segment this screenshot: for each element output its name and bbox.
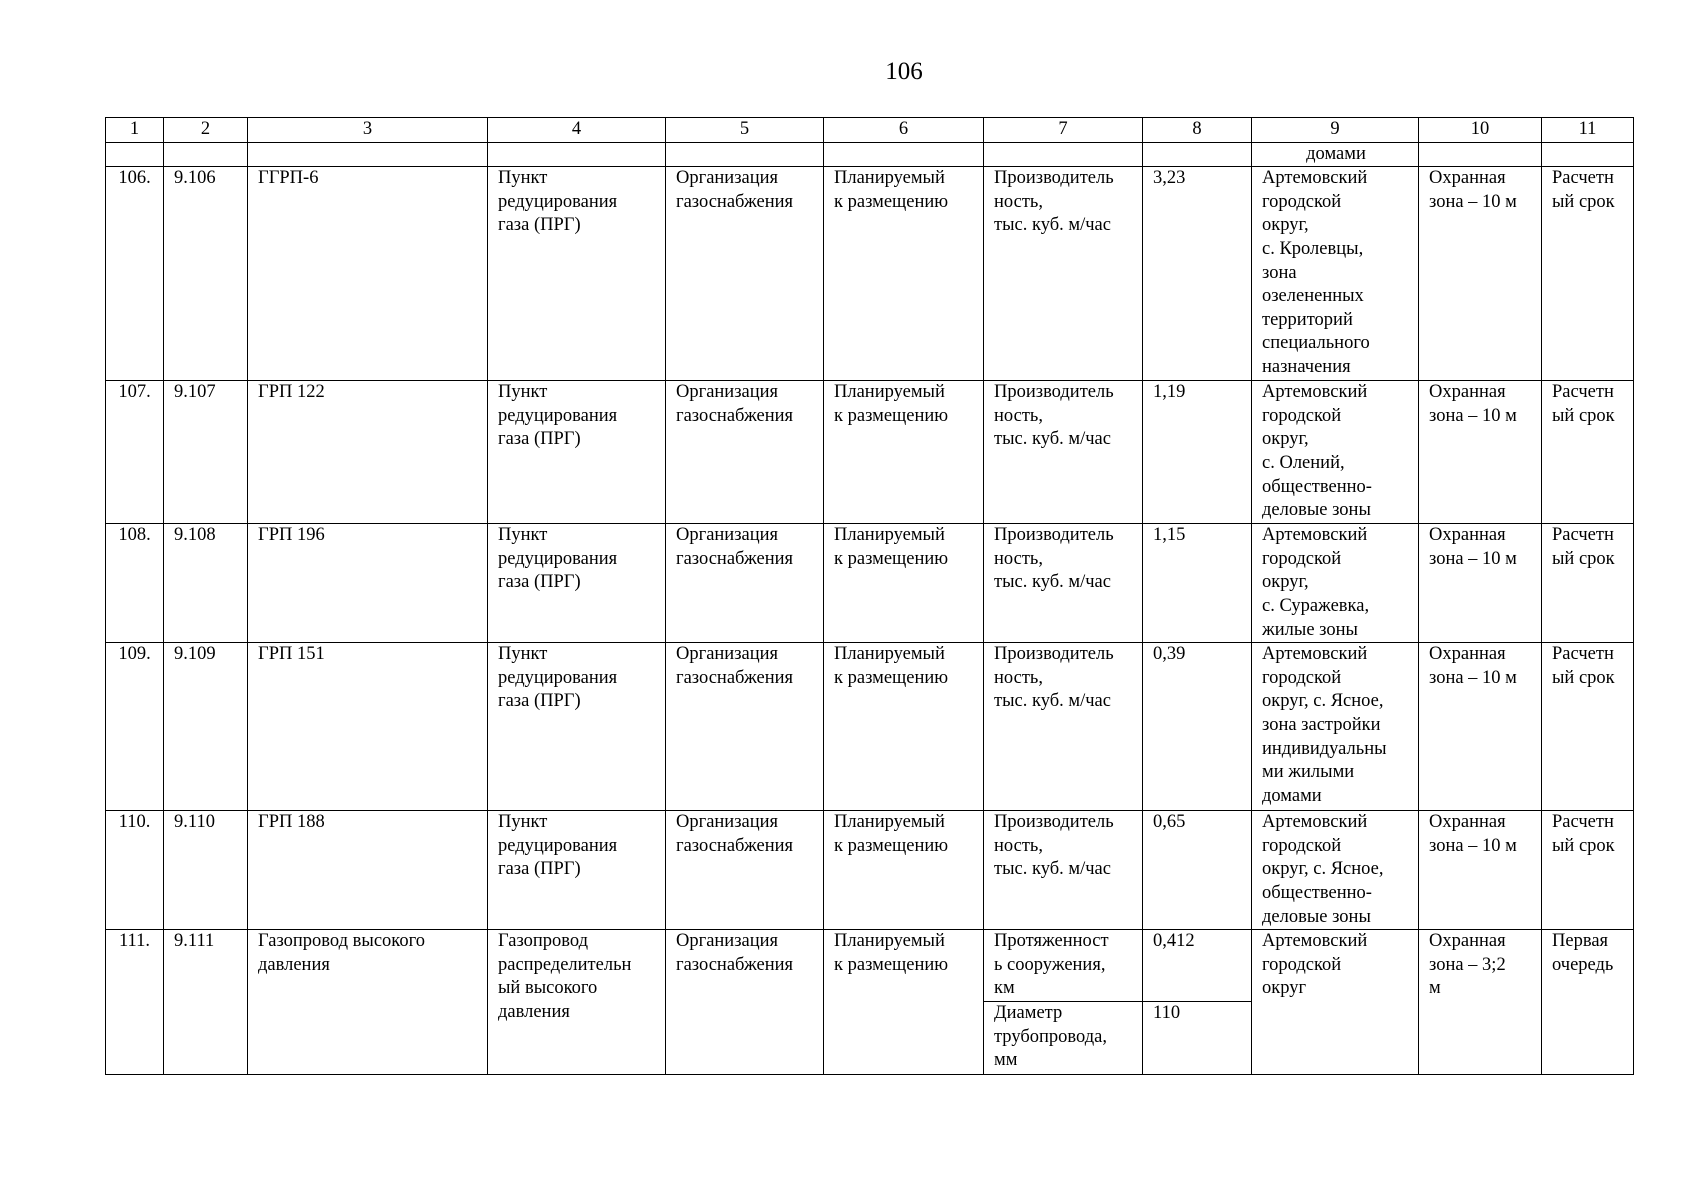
row-number-cell	[106, 524, 164, 643]
parameter-value-cell	[1143, 1001, 1252, 1074]
row-number-text: 111.	[118, 931, 150, 952]
location-text: Артемовский городской округ, с. Суражевка, жилые зоны	[1262, 525, 1370, 640]
continuation-row	[106, 142, 1634, 167]
object-name-text: ГРП 151	[258, 644, 325, 665]
organization-text: Организация газоснабжения	[676, 644, 794, 688]
object-type-text: Газопровод распределительн ый высокого давления	[498, 931, 632, 1022]
organization-text: Организация газоснабжения	[676, 168, 794, 212]
object-name-text: ГРП 122	[258, 382, 325, 403]
zone-text: Охранная зона – 10 м	[1429, 382, 1517, 426]
zone-cell	[1419, 811, 1542, 930]
object-type-cell	[488, 167, 666, 381]
table-row	[106, 524, 1634, 643]
column-number: 11	[1542, 118, 1634, 143]
zone-text: Охранная зона – 10 м	[1429, 168, 1517, 212]
column-number: 5	[666, 118, 824, 143]
column-number: 3	[248, 118, 488, 143]
term-text: Расчетн ый срок	[1552, 812, 1615, 856]
parameter-cell	[984, 167, 1143, 381]
status-text: Планируемый к размещению	[834, 812, 949, 856]
object-type-text: Пункт редуцирования газа (ПРГ)	[498, 382, 618, 450]
parameter-cell	[984, 524, 1143, 643]
location-text: Артемовский городской округ, с. Олений, общественно- деловые зоны	[1262, 382, 1372, 521]
column-number: 2	[164, 118, 248, 143]
status-cell	[824, 167, 984, 381]
object-name-cell	[248, 524, 488, 643]
code-text: 9.106	[174, 168, 216, 189]
term-text: Расчетн ый срок	[1552, 644, 1615, 688]
term-cell	[1542, 524, 1634, 643]
object-name-cell	[248, 811, 488, 930]
parameter-value-cell	[1143, 167, 1252, 381]
location-cell	[1252, 643, 1419, 811]
row-number-cell	[106, 167, 164, 381]
status-cell	[824, 524, 984, 643]
code-text: 9.107	[174, 382, 216, 403]
table-row	[106, 811, 1634, 930]
status-cell	[824, 811, 984, 930]
status-text: Планируемый к размещению	[834, 168, 949, 212]
table-row	[106, 381, 1634, 524]
zone-text: Охранная зона – 10 м	[1429, 644, 1517, 688]
parameter-value-cell	[1143, 643, 1252, 811]
object-name-cell	[248, 167, 488, 381]
parameter-value-text: 0,65	[1153, 812, 1186, 833]
term-text: Расчетн ый срок	[1552, 382, 1615, 426]
object-type-cell	[488, 524, 666, 643]
parameter-cell	[984, 381, 1143, 524]
organization-cell	[666, 643, 824, 811]
term-text: Первая очередь	[1552, 931, 1614, 975]
organization-text: Организация газоснабжения	[676, 931, 794, 975]
row-number-text: 110.	[118, 812, 151, 833]
continuation-location-cell: домами	[1252, 142, 1419, 167]
organization-text: Организация газоснабжения	[676, 812, 794, 856]
code-text: 9.109	[174, 644, 216, 665]
code-cell	[164, 167, 248, 381]
zone-text: Охранная зона – 3;2 м	[1429, 931, 1506, 999]
organization-text: Организация газоснабжения	[676, 382, 794, 426]
code-text: 9.108	[174, 525, 216, 546]
object-type-text: Пункт редуцирования газа (ПРГ)	[498, 812, 618, 880]
status-text: Планируемый к размещению	[834, 525, 949, 569]
object-type-text: Пункт редуцирования газа (ПРГ)	[498, 525, 618, 593]
parameter-text: Производитель ность, тыс. куб. м/час	[994, 168, 1114, 236]
term-cell	[1542, 811, 1634, 930]
zone-cell	[1419, 524, 1542, 643]
object-name-text: ГГРП-6	[258, 168, 319, 189]
parameter-cell	[984, 1001, 1143, 1074]
object-name-text: ГРП 196	[258, 525, 325, 546]
zone-cell	[1419, 643, 1542, 811]
object-type-cell	[488, 930, 666, 1075]
column-number: 9	[1252, 118, 1419, 143]
location-cell	[1252, 381, 1419, 524]
column-number: 6	[824, 118, 984, 143]
object-name-text: Газопровод высокого давления	[258, 931, 425, 975]
status-text: Планируемый к размещению	[834, 644, 949, 688]
row-number-text: 108.	[118, 525, 151, 546]
column-number: 4	[488, 118, 666, 143]
organization-cell	[666, 930, 824, 1075]
location-text: Артемовский городской округ, с. Кролевцы, зона озелененных территорий специального назначения	[1262, 168, 1370, 377]
parameter-value-cell	[1143, 381, 1252, 524]
parameter-value-text: 0,412	[1153, 931, 1195, 952]
zone-text: Охранная зона – 10 м	[1429, 812, 1517, 856]
object-type-cell	[488, 381, 666, 524]
object-type-text: Пункт редуцирования газа (ПРГ)	[498, 644, 618, 712]
object-name-cell	[248, 930, 488, 1075]
code-cell	[164, 381, 248, 524]
location-cell	[1252, 167, 1419, 381]
status-text: Планируемый к размещению	[834, 382, 949, 426]
parameter-value-text: 1,19	[1153, 382, 1186, 403]
parameter-value-cell	[1143, 930, 1252, 1002]
parameter-value-text: 0,39	[1153, 644, 1186, 665]
column-number: 10	[1419, 118, 1542, 143]
parameter-text: Протяженност ь сооружения, км	[994, 931, 1109, 999]
location-text: Артемовский городской округ	[1262, 931, 1368, 999]
parameter-value-text: 1,15	[1153, 525, 1186, 546]
object-name-cell	[248, 643, 488, 811]
object-type-cell	[488, 811, 666, 930]
organization-cell	[666, 381, 824, 524]
object-name-cell	[248, 381, 488, 524]
object-type-text: Пункт редуцирования газа (ПРГ)	[498, 168, 618, 236]
term-cell	[1542, 381, 1634, 524]
row-number-text: 109.	[118, 644, 151, 665]
organization-text: Организация газоснабжения	[676, 525, 794, 569]
row-number-cell	[106, 811, 164, 930]
location-text: Артемовский городской округ, с. Ясное, зона застройки индивидуальны ми жилыми домами	[1262, 644, 1387, 806]
status-cell	[824, 381, 984, 524]
parameter-cell	[984, 930, 1143, 1002]
code-cell	[164, 524, 248, 643]
row-number-cell	[106, 930, 164, 1075]
row-number-text: 106.	[118, 168, 151, 189]
parameter-text: Производитель ность, тыс. куб. м/час	[994, 812, 1114, 880]
term-text: Расчетн ый срок	[1552, 168, 1615, 212]
location-cell	[1252, 524, 1419, 643]
organization-cell	[666, 524, 824, 643]
term-cell	[1542, 930, 1634, 1075]
zone-cell	[1419, 930, 1542, 1075]
row-number-text: 107.	[118, 382, 151, 403]
location-cell	[1252, 811, 1419, 930]
status-cell	[824, 930, 984, 1075]
parameter-text: Производитель ность, тыс. куб. м/час	[994, 644, 1114, 712]
term-text: Расчетн ый срок	[1552, 525, 1615, 569]
column-number-row	[106, 118, 1634, 143]
table-row	[106, 930, 1634, 1002]
object-name-text: ГРП 188	[258, 812, 325, 833]
column-number: 7	[984, 118, 1143, 143]
code-cell	[164, 811, 248, 930]
row-number-cell	[106, 381, 164, 524]
parameter-text: Производитель ность, тыс. куб. м/час	[994, 382, 1114, 450]
row-number-cell	[106, 643, 164, 811]
parameter-text: Производитель ность, тыс. куб. м/час	[994, 525, 1114, 593]
object-type-cell	[488, 643, 666, 811]
parameter-value-cell	[1143, 524, 1252, 643]
parameter-text: Диаметр трубопровода, мм	[994, 1002, 1107, 1071]
table-row	[106, 643, 1634, 811]
code-cell	[164, 930, 248, 1075]
location-cell	[1252, 930, 1419, 1075]
status-cell	[824, 643, 984, 811]
page-number: 106	[885, 58, 923, 85]
zone-text: Охранная зона – 10 м	[1429, 525, 1517, 569]
status-text: Планируемый к размещению	[834, 931, 949, 975]
parameter-cell	[984, 643, 1143, 811]
term-cell	[1542, 643, 1634, 811]
code-cell	[164, 643, 248, 811]
term-cell	[1542, 167, 1634, 381]
parameter-cell	[984, 811, 1143, 930]
organization-cell	[666, 811, 824, 930]
zone-cell	[1419, 167, 1542, 381]
organization-cell	[666, 167, 824, 381]
zone-cell	[1419, 381, 1542, 524]
planning-table	[105, 117, 1634, 1075]
code-text: 9.110	[174, 812, 215, 833]
code-text: 9.111	[174, 931, 215, 952]
column-number: 1	[106, 118, 164, 143]
parameter-value-cell	[1143, 811, 1252, 930]
location-text: Артемовский городской округ, с. Ясное, общественно- деловые зоны	[1262, 812, 1384, 927]
column-number: 8	[1143, 118, 1252, 143]
table-row	[106, 167, 1634, 381]
parameter-value-text: 3,23	[1153, 168, 1186, 189]
parameter-value-text: 110	[1153, 1002, 1181, 1023]
